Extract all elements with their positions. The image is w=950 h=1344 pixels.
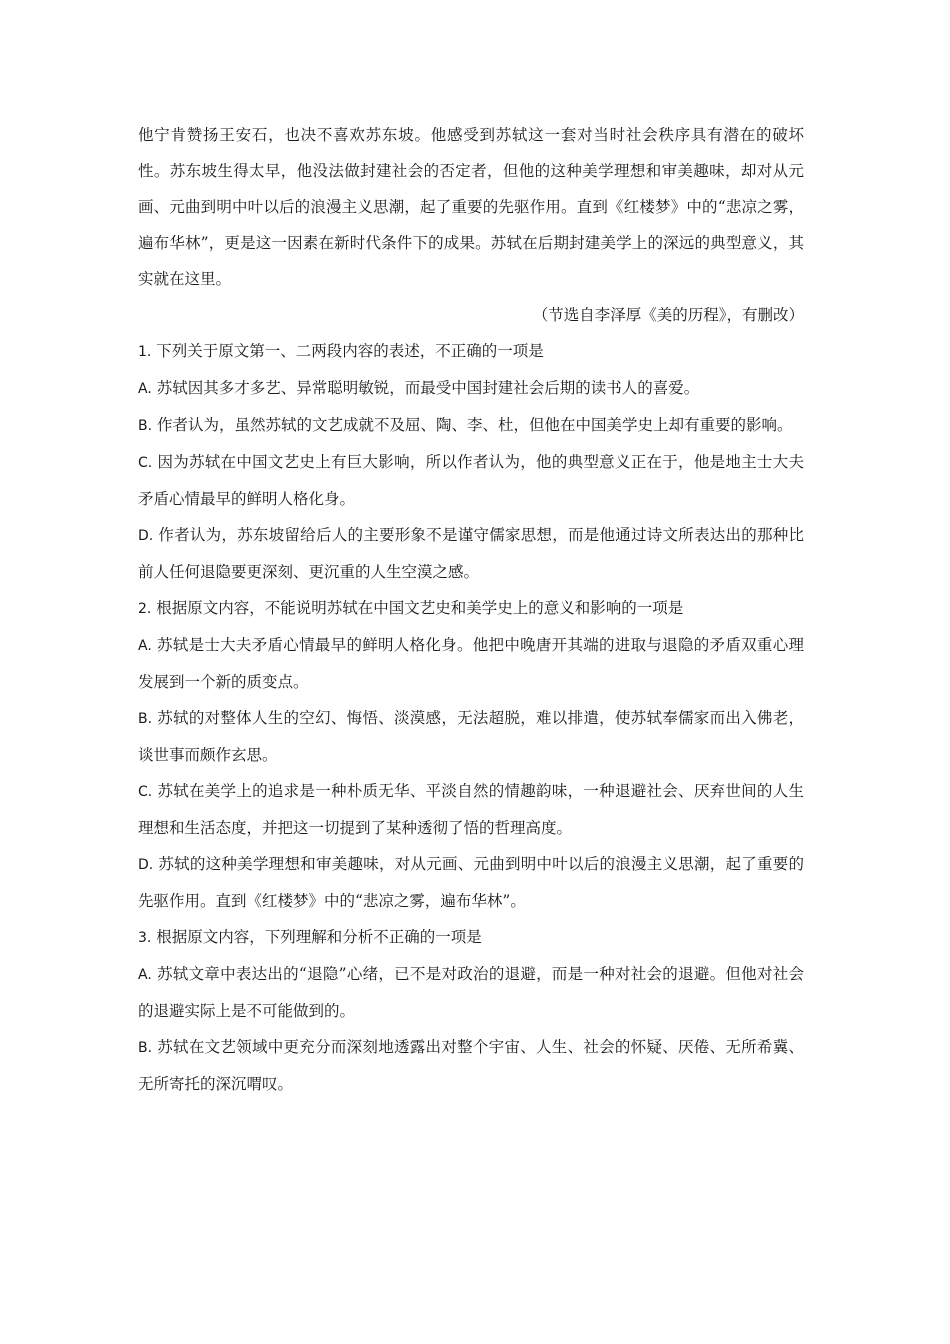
- question-1-option-a: [138, 370, 804, 407]
- option-label: D.: [138, 528, 154, 544]
- question-number: 1.: [138, 344, 152, 360]
- question-3: [138, 919, 804, 956]
- question-number: 3.: [138, 930, 152, 946]
- option-text: 苏轼文章中表达出的“退隐”心绪，已不是对政治的退避，而是一种对社会的退避。但他对社会的退避实际上是不可能做到的。: [138, 965, 804, 1020]
- question-stem: 根据原文内容，不能说明苏轼在中国文艺史和美学史上的意义和影响的一项是: [156, 599, 684, 617]
- option-label: C.: [138, 784, 153, 800]
- option-label: A.: [138, 967, 152, 983]
- option-label: A.: [138, 638, 152, 654]
- option-text: 因为苏轼在中国文艺史上有巨大影响，所以作者认为，他的典型意义正在于，他是地主士大夫矛盾心情最早的鲜明人格化身。: [138, 453, 804, 508]
- option-text: 作者认为，苏东坡留给后人的主要形象不是谨守儒家思想，而是他通过诗文所表达出的那种比前人任何退隐要更深刻、更沉重的人生空漠之感。: [138, 526, 804, 581]
- option-text: 作者认为，虽然苏轼的文艺成就不及屈、陶、李、杜，但他在中国美学史上却有重要的影响。: [157, 416, 793, 434]
- question-3-option-a: [138, 956, 804, 1029]
- question-2: [138, 590, 804, 627]
- option-label: C.: [138, 455, 153, 471]
- option-text: 苏轼的这种美学理想和审美趣味，对从元画、元曲到明中叶以后的浪漫主义思潮，起了重要的先驱作用。直到《红楼梦》中的“悲凉之雾，遍布华林”。: [138, 855, 804, 910]
- question-stem: 根据原文内容，下列理解和分析不正确的一项是: [156, 928, 482, 946]
- question-1-option-d: [138, 517, 804, 590]
- question-2-option-d: [138, 846, 804, 919]
- question-1: [138, 333, 804, 370]
- question-stem: 下列关于原文第一、二两段内容的表述，不正确的一项是: [156, 342, 544, 360]
- option-text: 苏轼在美学上的追求是一种朴质无华、平淡自然的情趣韵味，一种退避社会、厌弃世间的人生理想和生活态度，并把这一切提到了某种透彻了悟的哲理高度。: [138, 782, 804, 837]
- option-label: D.: [138, 857, 154, 873]
- option-label: A.: [138, 381, 152, 397]
- option-text: 苏轼是士大夫矛盾心情最早的鲜明人格化身。他把中晚唐开其端的进取与退隐的矛盾双重心理发展到一个新的质变点。: [138, 636, 804, 691]
- question-number: 2.: [138, 601, 152, 617]
- option-text: 苏轼的对整体人生的空幻、悔悟、淡漠感，无法超脱，难以排遣，使苏轼奉儒家而出入佛老，谈世事而颇作玄思。: [138, 709, 804, 764]
- question-1-option-c: [138, 444, 804, 517]
- question-1-option-b: [138, 407, 804, 444]
- question-2-option-c: [138, 773, 804, 846]
- passage-paragraph: 他宁肯赞扬王安石，也决不喜欢苏东坡。他感受到苏轼这一套对当时社会秩序具有潜在的破坏性。苏东坡生得太早，他没法做封建社会的否定者，但他的这种美学理想和审美趣味，却对从元画、元曲到明中叶以后的浪漫主义思潮，起了重要的先驱作用。直到《红楼梦》中的“悲凉之雾，遍布华林”，更是这一因素在新时代条件下的成果。苏轼在后期封建美学上的深远的典型意义，其实就在这里。: [138, 126, 804, 288]
- document-page: [138, 117, 804, 1102]
- question-3-option-b: [138, 1029, 804, 1102]
- option-label: B.: [138, 418, 153, 434]
- question-2-option-a: [138, 627, 804, 700]
- option-text: 苏轼在文艺领域中更充分而深刻地透露出对整个宇宙、人生、社会的怀疑、厌倦、无所希冀、无所寄托的深沉喟叹。: [138, 1038, 804, 1093]
- option-text: 苏轼因其多才多艺、异常聪明敏锐，而最受中国封建社会后期的读书人的喜爱。: [156, 379, 700, 397]
- option-label: B.: [138, 711, 153, 727]
- passage-source: （节选自李泽厚《美的历程》，有删改）: [532, 306, 804, 324]
- option-label: B.: [138, 1040, 153, 1056]
- question-2-option-b: [138, 700, 804, 773]
